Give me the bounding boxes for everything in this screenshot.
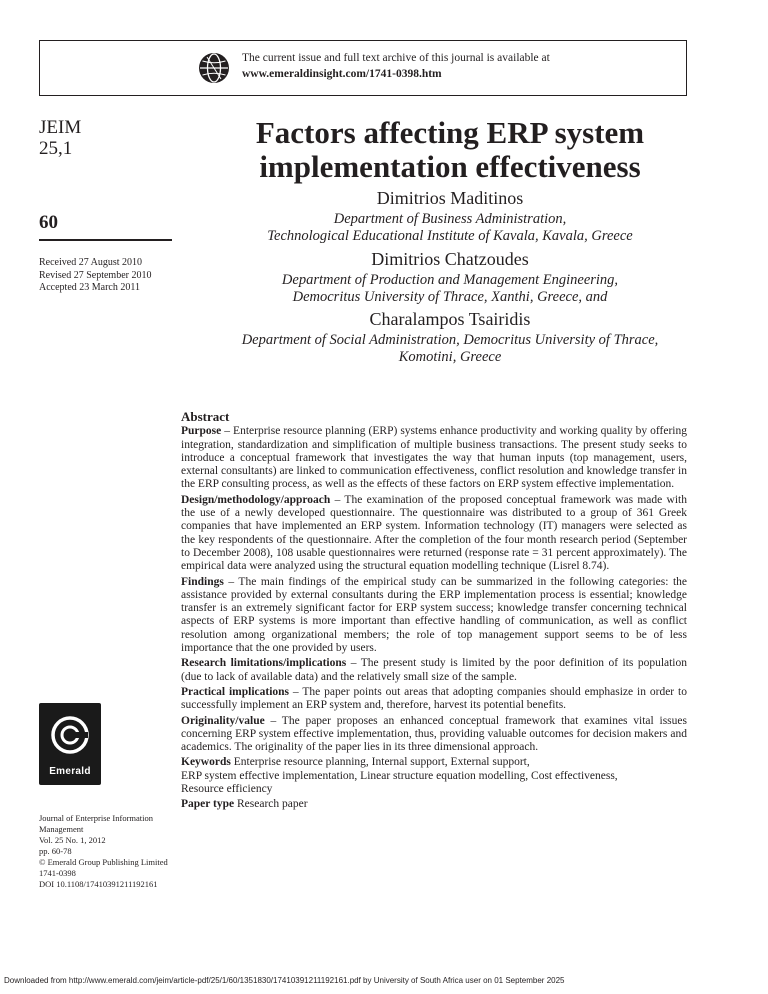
author-name: Dimitrios Chatzoudes	[371, 249, 529, 269]
page-number: 60	[39, 212, 58, 233]
section-label: Research limitations/implications	[181, 657, 347, 670]
author-name: Dimitrios Maditinos	[376, 188, 524, 208]
keywords-text: ERP system effective implementation, Linear structure equation modelling, Cost effectiveness,	[181, 769, 618, 782]
section-label: Purpose	[181, 425, 222, 438]
section-text: – Enterprise resource planning (ERP) systems enhance productivity and working quality by offering integration, standardization and simplification of multiple business transactions. The present study seeks to introduce a conceptual framework that investigates the way that human inputs (top management, users, external consultants) are linked to communication effectiveness, conflict resolution and knowledge transfer in the ERP consulting process, as well as the effects of these factors on ERP system effective implementation.	[181, 425, 687, 491]
title-line-2: implementation effectiveness	[259, 149, 641, 184]
section-text: – The paper proposes an enhanced conceptual framework that examines vital issues concerning ERP system effective implementation, thus, providing valuable outcomes for decision makers and academics. The originality of the paper lies in its three dimensional approach.	[181, 714, 687, 754]
journal-archive-banner	[39, 40, 687, 96]
journal-info-line: 1741-0398	[39, 868, 76, 878]
section-label: Paper type	[181, 798, 235, 811]
affiliation-line: Technological Educational Institute of Kavala, Kavala, Greece	[267, 228, 633, 244]
section-text: – The paper points out areas that adopting companies should emphasize in order to successfully implement an ERP system and, therefore, harvest its potential benefits.	[181, 685, 687, 712]
journal-info-line: © Emerald Group Publishing Limited	[39, 857, 168, 867]
author-affiliation	[150, 211, 750, 245]
section-label: Design/methodology/approach	[181, 493, 331, 506]
journal-info-line: Journal of Enterprise Information	[39, 813, 154, 823]
abstract-purpose	[181, 425, 687, 491]
emerald-logo	[39, 703, 101, 785]
paper-type	[181, 798, 687, 811]
globe-icon	[198, 52, 230, 84]
journal-info-line: Vol. 25 No. 1, 2012	[39, 835, 106, 845]
section-text: – The present study is limited by the poor definition of its population (due to lack of available data) and the relatively small size of the sample.	[181, 657, 688, 683]
journal-code-block	[39, 117, 81, 159]
affiliation-line: Komotini, Greece	[398, 349, 502, 365]
journal-code: JEIM	[39, 117, 82, 138]
title-line-1: Factors affecting ERP system	[255, 115, 645, 150]
section-label: Originality/value	[181, 714, 265, 727]
journal-url-link[interactable]: www.emeraldinsight.com/1741-0398.htm	[242, 68, 442, 80]
paper-type-text: Research paper	[234, 798, 308, 811]
section-label: Practical implications	[181, 685, 290, 698]
keywords-text: Resource efficiency	[181, 783, 273, 796]
section-text: – The main findings of the empirical study can be summarized in the following categories: the assistance provided by external consultants during the ERP implementation process is essential; knowledge transfer is an extremely significant factor for ERP system success; knowledge transfer concerning technical aspects of ERP systems is more important than effective handling of communication, as well as conflict resolution among organizational members; the role of top management support seems to be of less importance that the one provided by users.	[181, 575, 687, 655]
author-affiliation	[150, 272, 750, 306]
doi-text: DOI 10.1108/17410391211192161	[39, 879, 158, 889]
volume-issue: 25,1	[39, 138, 73, 159]
download-footer: Downloaded from http://www.emerald.com/jeim/article-pdf/25/1/60/1351830/17410391211192161.pdf by University of South Africa user on 01 September 2025	[4, 976, 565, 985]
revised-date: Revised 27 September 2010	[39, 269, 152, 281]
abstract-section	[181, 410, 687, 814]
section-label: Keywords	[181, 756, 231, 769]
journal-info-line: Management	[39, 824, 84, 834]
submission-dates	[39, 257, 151, 295]
journal-info-line: pp. 60-78	[39, 846, 72, 856]
section-label: Findings	[181, 575, 224, 588]
abstract-design	[181, 494, 687, 574]
abstract-practical	[181, 686, 687, 713]
article-title	[150, 116, 750, 184]
journal-info	[39, 813, 174, 890]
abstract-findings	[181, 576, 687, 656]
author-name: Charalampos Tsairidis	[369, 309, 531, 329]
accepted-date: Accepted 23 March 2011	[39, 282, 140, 293]
abstract-originality	[181, 715, 687, 755]
keywords-text: Enterprise resource planning, Internal support, External support,	[230, 756, 530, 769]
abstract-heading: Abstract	[181, 409, 230, 424]
affiliation-line: Democritus University of Thrace, Xanthi, Greece, and	[292, 289, 608, 305]
abstract-limitations	[181, 657, 687, 684]
affiliation-line: Department of Social Administration, Democritus University of Thrace,	[241, 332, 659, 348]
section-text: – The examination of the proposed conceptual framework was made with the use of a newly developed questionnaire. The questionnaire was distributed to a group of 361 Greek companies that have implemented an ERP system. Information technology (IT) managers were selected as the key respondents of the questionnaire. After the completion of the four month research period (September to December 2008), 108 usable questionnaires were returned (response rate = 31 percent approximately). The empirical data were analyzed using the structural equation modelling technique (Lisrel 8.74).	[181, 493, 687, 573]
affiliation-line: Department of Business Administration,	[333, 211, 567, 227]
banner-text: The current issue and full text archive of this journal is available at	[242, 52, 550, 64]
affiliation-line: Department of Production and Management Engineering,	[281, 272, 619, 288]
logo-text: Emerald	[49, 766, 91, 777]
keywords	[181, 756, 687, 796]
author-affiliation	[150, 332, 750, 366]
received-date: Received 27 August 2010	[39, 257, 143, 268]
